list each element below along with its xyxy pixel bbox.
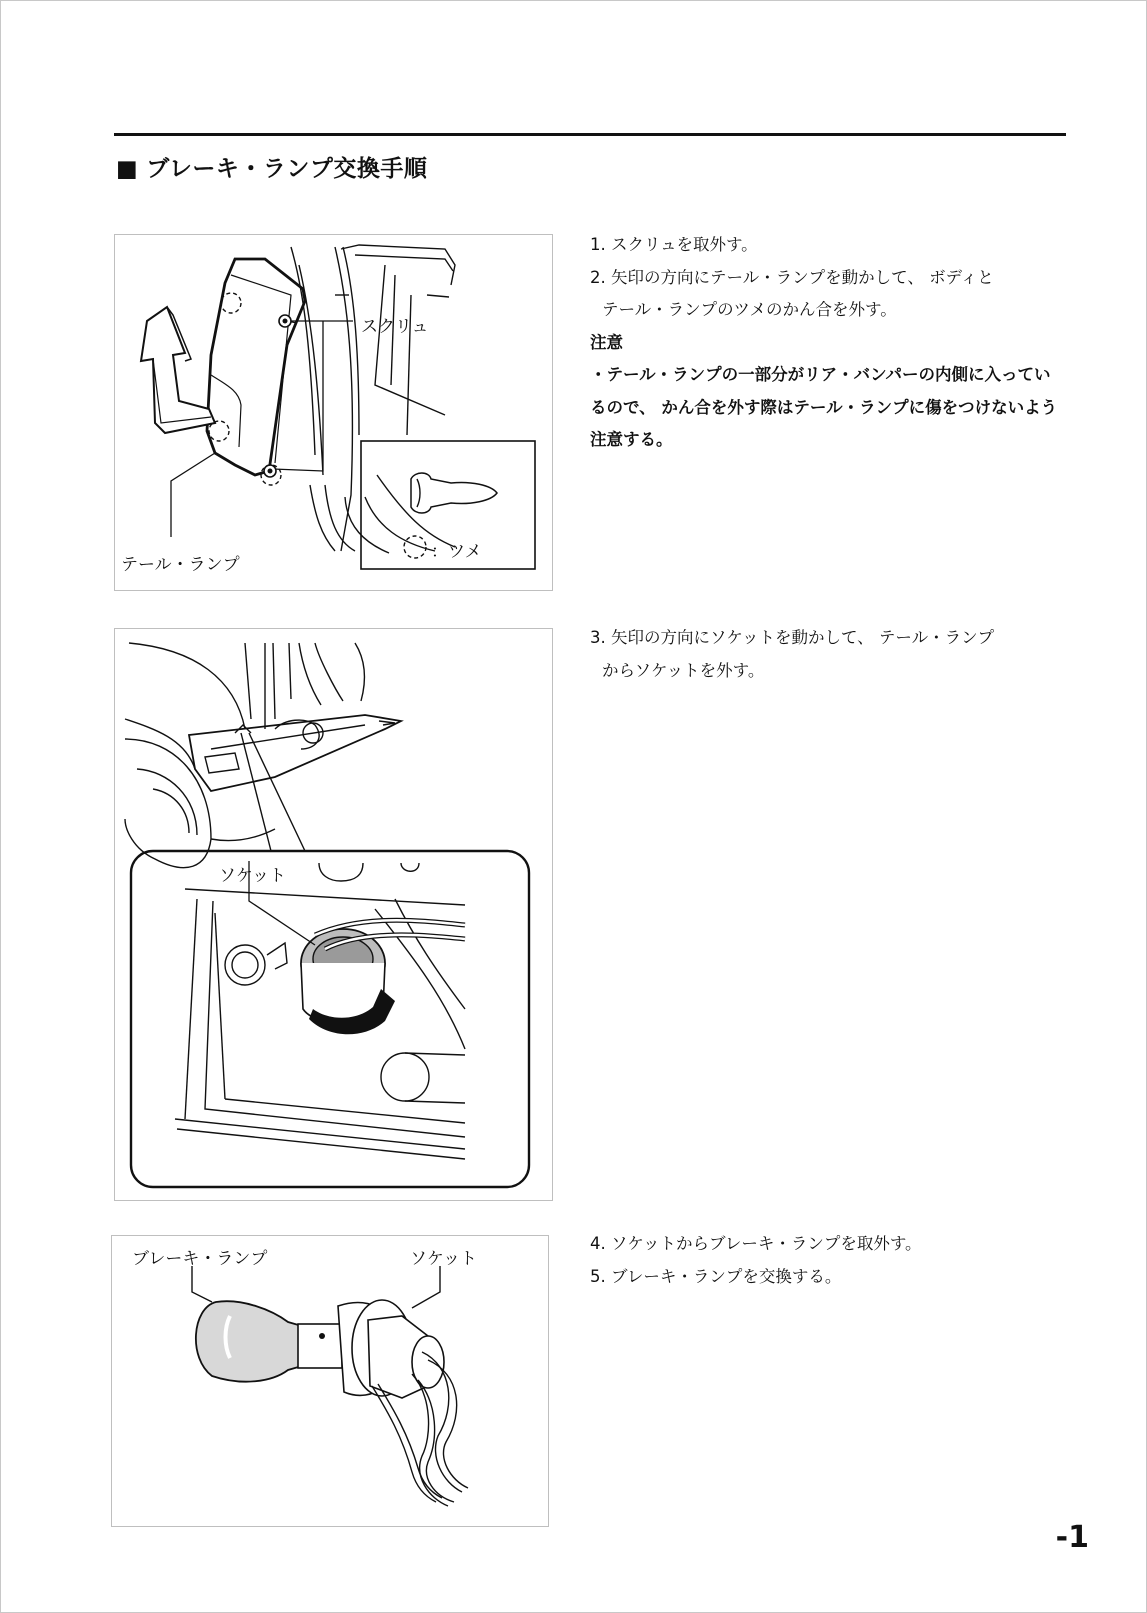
socket-icon (301, 920, 465, 1034)
caution-title: 注意 (590, 332, 623, 352)
section-rule (114, 133, 1066, 136)
brake-lamp-illustration (112, 1236, 548, 1526)
step-3-line-2: からソケットを外す。 (602, 660, 765, 680)
label-socket: ソケット (410, 1249, 477, 1269)
tail-lamp-illustration (115, 235, 552, 590)
step-4: 4. ソケットからブレーキ・ランプを取外す。 (590, 1234, 922, 1253)
socket-icon (338, 1300, 444, 1398)
page-heading (116, 150, 427, 183)
page-number: -1 (1055, 1520, 1089, 1555)
label-claw: ：ツメ (431, 542, 482, 562)
socket-removal-illustration (115, 629, 552, 1200)
label-tail-lamp: テール・ランプ (121, 555, 240, 575)
figure-brake-lamp (111, 1235, 549, 1527)
label-brake-lamp: ブレーキ・ランプ (132, 1249, 268, 1269)
step-5: 5. ブレーキ・ランプを交換する。 (590, 1266, 842, 1286)
brake-lamp-bulb-icon (196, 1301, 342, 1381)
instructions-section-2 (590, 622, 994, 687)
step-2-line-1: 2. 矢印の方向にテール・ランプを動かして、 ボディと (590, 267, 994, 287)
instructions-section-3 (590, 1228, 922, 1293)
heading-title: ブレーキ・ランプ交換手順 (146, 156, 428, 182)
caution-line-1: ・テール・ランプの一部分がリア・バンパーの内側に入ってい (590, 365, 1051, 384)
figure-tail-lamp-removal (114, 234, 553, 591)
caution-line-2: るので、 かん合を外す際はテール・ランプに傷をつけないよう (590, 397, 1058, 417)
step-2-line-2: テール・ランプのツメのかん合を外す。 (602, 300, 897, 319)
step-3-line-1: 3. 矢印の方向にソケットを動かして、 テール・ランプ (590, 628, 995, 647)
figure-socket-removal (114, 628, 553, 1201)
label-screw: スクリュ (361, 317, 429, 337)
heading-marker: ■ (116, 156, 139, 182)
caution-line-3: 注意する。 (590, 430, 673, 449)
instructions-section-1 (590, 229, 1057, 457)
label-socket: ソケット (219, 866, 286, 886)
step-1: 1. スクリュを取外す。 (590, 235, 758, 254)
